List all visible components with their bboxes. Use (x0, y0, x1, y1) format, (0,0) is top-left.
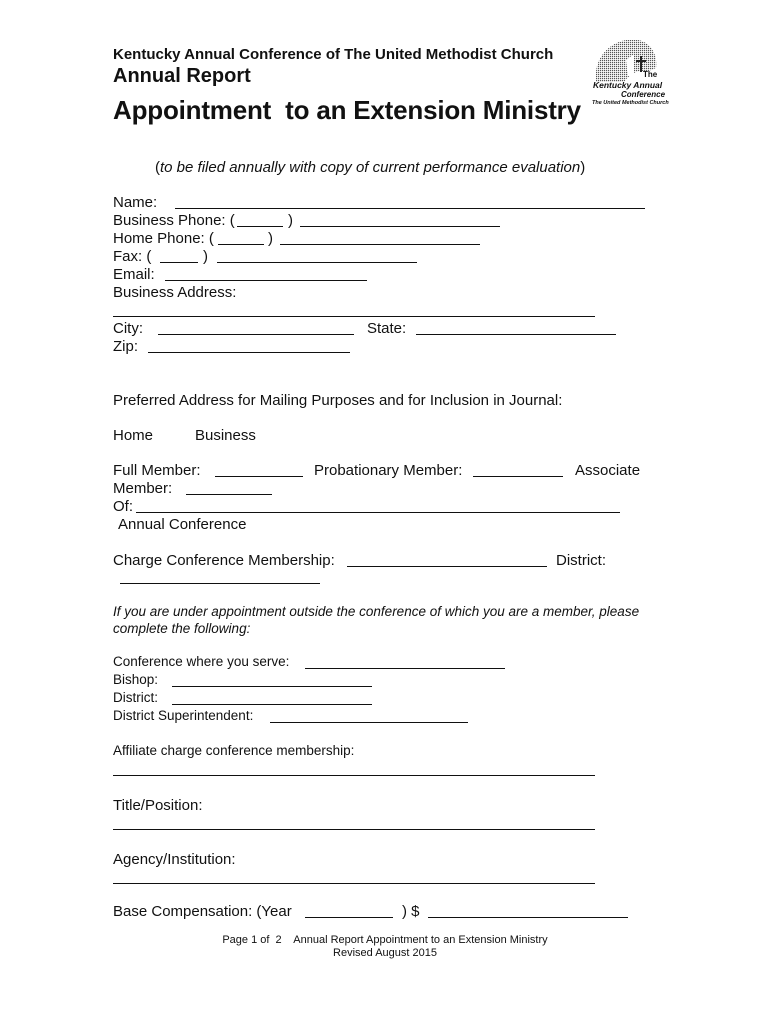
fax-label: Fax: ( (113, 248, 152, 265)
fax-paren: ) (203, 248, 208, 265)
base-compensation-dollar: ) $ (402, 903, 420, 920)
name-label: Name: (113, 194, 158, 211)
bishop-label: Bishop: (113, 672, 159, 687)
district-label: District: (556, 552, 606, 569)
filing-instruction (155, 159, 585, 176)
annual-conference-label: Annual Conference (118, 516, 247, 533)
member-of-field[interactable] (136, 512, 620, 513)
conference-serve-label: Conference where you serve: (113, 654, 290, 669)
preferred-home-option[interactable]: Home (113, 427, 154, 444)
outside-instruction-line2: complete the following: (113, 621, 251, 636)
state-field[interactable] (416, 334, 616, 335)
title-position-label: Title/Position: (113, 797, 203, 814)
zip-field[interactable] (148, 352, 350, 353)
affiliate-membership-field[interactable] (113, 775, 595, 776)
associate-label: Associate (575, 462, 641, 479)
city-field[interactable] (158, 334, 354, 335)
base-compensation-amount-field[interactable] (428, 917, 628, 918)
probationary-member-label: Probationary Member: (314, 462, 463, 479)
full-member-label: Full Member: (113, 462, 201, 479)
logo-text-kentucky: Kentucky Annual (593, 80, 663, 90)
fax-number-field[interactable] (217, 262, 417, 263)
email-label: Email: (113, 266, 155, 283)
business-address-field[interactable] (113, 316, 595, 317)
agency-institution-label: Agency/Institution: (113, 851, 236, 868)
subtitle-open-paren: ( (155, 159, 160, 176)
email-field[interactable] (165, 280, 367, 281)
report-heading: Annual Report (113, 65, 251, 87)
home-phone-area-code-field[interactable] (218, 244, 264, 245)
outside-instruction-line1: If you are under appointment outside the conference of which you are a member, please (113, 604, 640, 619)
charge-conference-label: Charge Conference Membership: (113, 552, 335, 569)
home-phone-paren: ) (268, 230, 273, 247)
business-phone-paren: ) (288, 212, 293, 229)
of-label: Of: (113, 498, 134, 515)
district-superintendent-field[interactable] (270, 722, 468, 723)
business-phone-number-field[interactable] (300, 226, 500, 227)
district-superintendent-label: District Superintendent: (113, 708, 254, 723)
preferred-address-question: Preferred Address for Mailing Purposes and for Inclusion in Journal: (113, 392, 563, 409)
agency-institution-field[interactable] (113, 883, 595, 884)
page-title: Appointment to an Extension Ministry (113, 95, 581, 125)
logo-text-umc: The United Methodist Church (592, 100, 669, 106)
probationary-member-field[interactable] (473, 476, 563, 477)
business-phone-area-code-field[interactable] (237, 226, 283, 227)
bishop-field[interactable] (172, 686, 372, 687)
outside-district-label: District: (113, 690, 158, 705)
logo-text-conference: Conference (621, 90, 666, 99)
name-field[interactable] (175, 208, 645, 209)
affiliate-membership-label: Affiliate charge conference membership: (113, 743, 355, 758)
subtitle-close-paren: ) (580, 159, 586, 176)
full-member-field[interactable] (215, 476, 303, 477)
subtitle-text: to be filed annually with copy of current performance evaluation (160, 159, 581, 176)
associate-member-field[interactable] (186, 494, 272, 495)
preferred-business-option[interactable]: Business (195, 427, 256, 444)
home-phone-number-field[interactable] (280, 244, 480, 245)
business-phone-label: Business Phone: ( (113, 212, 235, 229)
conference-serve-field[interactable] (305, 668, 505, 669)
business-address-label: Business Address: (113, 284, 237, 301)
base-compensation-year-field[interactable] (305, 917, 393, 918)
outside-district-field[interactable] (172, 704, 372, 705)
organization-heading: Kentucky Annual Conference of The United Methodist Church (113, 46, 554, 63)
city-label: City: (113, 320, 143, 337)
state-label: State: (367, 320, 407, 337)
title-position-field[interactable] (113, 829, 595, 830)
footer-page-info: Page 1 of 2 Annual Report Appointment to an Extension Ministry (222, 934, 548, 946)
fax-area-code-field[interactable] (160, 262, 198, 263)
zip-label: Zip: (113, 338, 139, 355)
base-compensation-label: Base Compensation: (Year (113, 903, 292, 920)
member-label: Member: (113, 480, 173, 497)
charge-conference-field[interactable] (347, 566, 547, 567)
district-field[interactable] (120, 583, 320, 584)
home-phone-label: Home Phone: ( (113, 230, 214, 247)
footer-revised: Revised August 2015 (333, 947, 437, 959)
logo-text-the: The (643, 70, 658, 79)
